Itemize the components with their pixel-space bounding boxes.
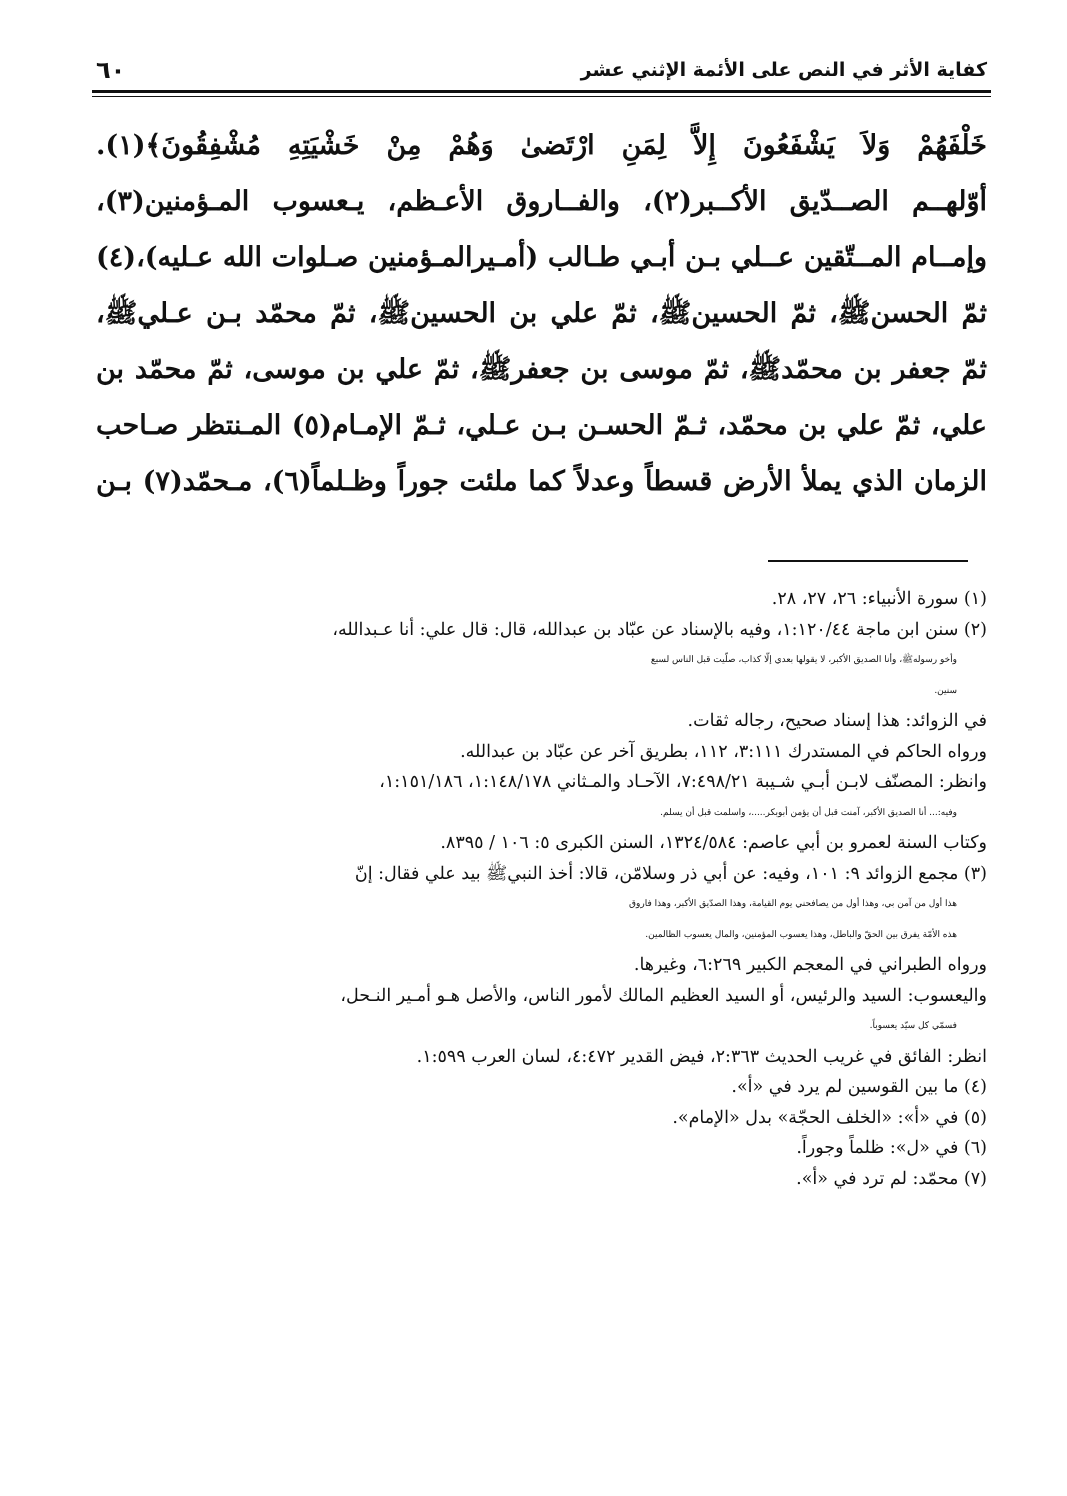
footnote-separator xyxy=(768,560,968,562)
footnote-line: (٣) مجمع الزوائد ٩: ١٠١، وفيه: عن أبي ذر وسلامّن، قالا: أخذ النبيﷺ بيد علي فقال: إنّ xyxy=(354,863,987,884)
footnotes xyxy=(96,584,987,1194)
header-rule-thin xyxy=(92,96,991,97)
page-header xyxy=(96,52,987,88)
footnote-line: فسمّي كل سيّد يعسوباً. xyxy=(869,1021,957,1031)
footnote-line: وانظر: المصنّف لابـن أبـي شـيبة ٧:٤٩٨/٢١، الآحـاد والمـثاني ١:١٤٨/١٧٨، ١:١٥١/١٨٦، xyxy=(379,772,987,792)
text-line: ثمّ جعفر بن محمّدﷺ، ثمّ موسى بن جعفرﷺ، ثمّ علي بن موسى، ثمّ محمّد بن xyxy=(96,354,987,385)
footnote-line: سنين. xyxy=(934,685,957,696)
text-line: أوّلهــم الصــدّيق الأكــبر(٢)، والفــاروق الأعـظم، يـعسوب المـؤمنين(٣)، xyxy=(96,186,987,217)
footnote-line: وفيه:... أنا الصديق الأكبر، آمنت قبل أن يؤمن أبوبكر.....، واسلمت قبل أن يسلم. xyxy=(660,807,957,818)
footnote-line: هذا أول من آمن بي، وهذا أول من يصافحني يوم القيامة، وهذا الصدّيق الأكبر، وهذا فاروق xyxy=(629,899,957,909)
footnote-line: (٤) ما بين القوسين لم يرد في «أ». xyxy=(731,1077,987,1097)
footnote-line: ورواه الحاكم في المستدرك ٣:١١١، ١١٢، بطريق آخر عن عبّاد بن عبدالله. xyxy=(460,741,987,762)
footnote-line: وكتاب السنة لعمرو بن أبي عاصم: ١٣٢٤/٥٨٤، السنن الكبرى ٥: ١٠٦ / ٨٣٩٥. xyxy=(440,833,987,853)
footnote-line: (١) سورة الأنبياء: ٢٦، ٢٧، ٢٨. xyxy=(771,589,987,609)
page-number: ٦٠ xyxy=(96,56,126,84)
footnote-line: (٧) محمّد: لم ترد في «أ». xyxy=(796,1168,987,1189)
text-line: الزمان الذي يملأ الأرض قسطاً وعدلاً كما ملئت جوراً وظـلماً(٦)، مـحمّد(٧) بـن xyxy=(96,466,987,497)
footnote-line: (٥) في «أ»: «الخلف الحجّة» بدل «الإمام». xyxy=(672,1107,987,1128)
footnote-line: (٢) سنن ابن ماجة ١:١٢٠/٤٤، وفيه بالإسناد عن عبّاد بن عبدالله، قال: قال علي: أنا عـبدالله، xyxy=(332,619,987,640)
main-text xyxy=(96,118,987,510)
footnote-line: في الزوائد: هذا إسناد صحيح، رجاله ثقات. xyxy=(687,711,987,731)
footnote-line: ورواه الطبراني في المعجم الكبير ٦:٢٦٩، وغيرها. xyxy=(633,955,987,975)
text-line: وإمــام المــتّقين عــلي بـن أبـي طـالب (أمـيرالمـؤمنين صـلوات الله عـليه)،(٤) xyxy=(96,242,987,273)
text-line: ثمّ الحسنﷺ، ثمّ الحسينﷺ، ثمّ علي بن الحسينﷺ، ثمّ محمّد بـن عـليﷺ، xyxy=(96,298,987,329)
footnote-line: واليعسوب: السيد والرئيس، أو السيد العظيم المالك لأمور الناس، والأصل هـو أمـير النـحل، xyxy=(340,985,987,1006)
footnote-line: وأخو رسولهﷺ، وأنا الصديق الأكبر، لا يقولها بعدي إلّا كذاب، صلّيت قبل الناس لسبع xyxy=(650,655,957,665)
text-line: علي، ثمّ علي بن محمّد، ثـمّ الحسـن بـن عـلي، ثـمّ الإمـام(٥) المـنتظر صـاحب xyxy=(96,410,987,441)
footnote-line: (٦) في «ل»: ظلماً وجوراً. xyxy=(796,1138,987,1158)
quran-verse: خَلْفَهُمْ وَلاَ يَشْفَعُونَ إِلاَّ لِمَنِ ارْتَضىٰ وَهُمْ مِنْ خَشْيَتِهِ مُشْفِقُونَ﴾(١). xyxy=(96,130,987,161)
header-rule-thick xyxy=(92,90,991,93)
running-title: كفاية الأثر في النص على الأئمة الإثني عشر xyxy=(580,59,987,81)
footnote-line: انظر: الفائق في غريب الحديث ٢:٣٦٣، فيض القدير ٤:٤٧٢، لسان العرب ١:٥٩٩. xyxy=(416,1046,987,1067)
footnote-line: هذه الأمّة يفرق بين الحقّ والباطل، وهذا يعسوب المؤمنين، والمال يعسوب الظالمين. xyxy=(645,929,957,940)
